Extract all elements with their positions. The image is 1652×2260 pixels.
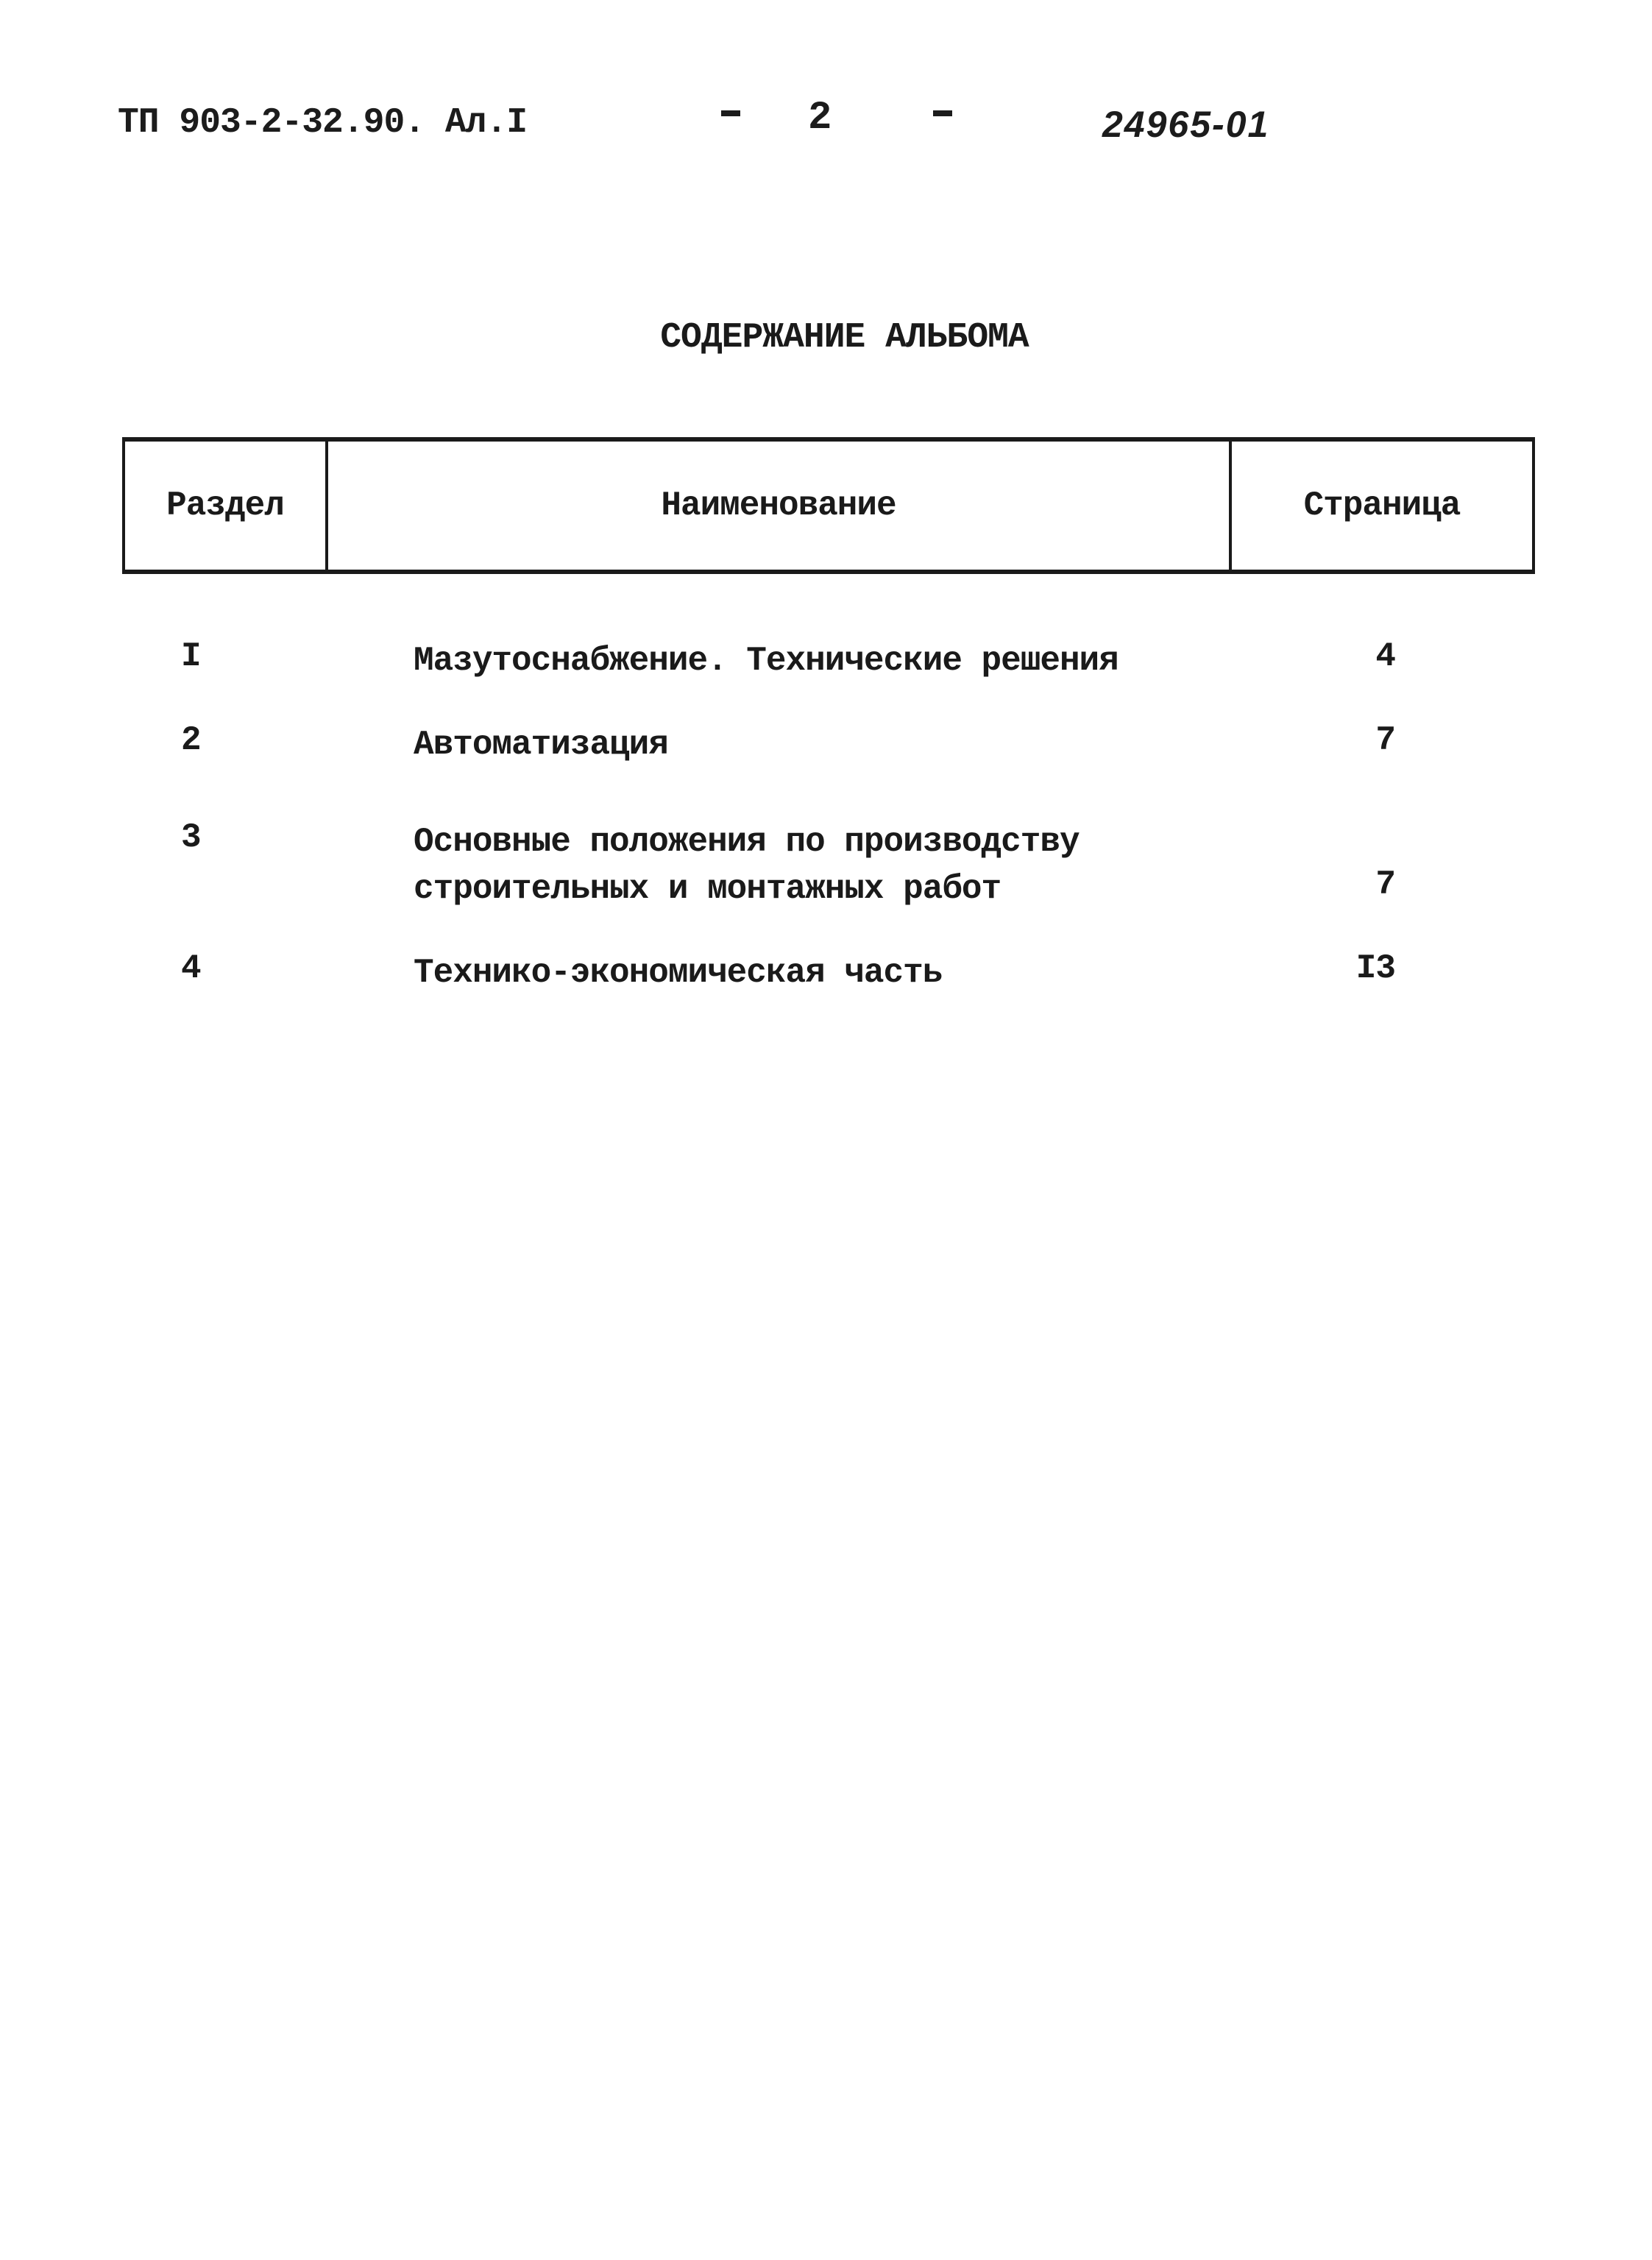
- column-header-section: Раздел: [125, 442, 328, 570]
- row-page: I3: [1355, 949, 1395, 988]
- row-section: 4: [181, 949, 201, 988]
- column-header-page: Страница: [1303, 486, 1461, 525]
- column-header-name: Наименование: [328, 442, 1232, 570]
- page-number-dash-left: [721, 110, 740, 116]
- page-number-dash-right: [933, 110, 952, 116]
- page-number: 2: [808, 96, 832, 141]
- row-name-line-1: Основные положения по производству: [414, 823, 1080, 861]
- table-header: [122, 437, 1535, 574]
- row-name: Мазутоснабжение. Технические решения: [414, 642, 1119, 680]
- row-page: 4: [1375, 637, 1395, 676]
- row-section: 2: [181, 721, 201, 759]
- row-page: 7: [1375, 865, 1395, 904]
- row-section: I: [181, 637, 201, 676]
- row-section: 3: [181, 818, 201, 857]
- row-name: Автоматизация: [414, 726, 668, 764]
- row-name-line-2: строительных и монтажных работ: [414, 870, 1002, 908]
- row-page: 7: [1375, 721, 1395, 759]
- inventory-number: 24965-01: [1102, 104, 1270, 145]
- row-name: Технико-экономическая часть: [414, 954, 943, 992]
- page-title: СОДЕРЖАНИЕ АЛЬБОМА: [660, 318, 1029, 358]
- document-code: ТП 903-2-32.90. Ал.I: [118, 103, 528, 143]
